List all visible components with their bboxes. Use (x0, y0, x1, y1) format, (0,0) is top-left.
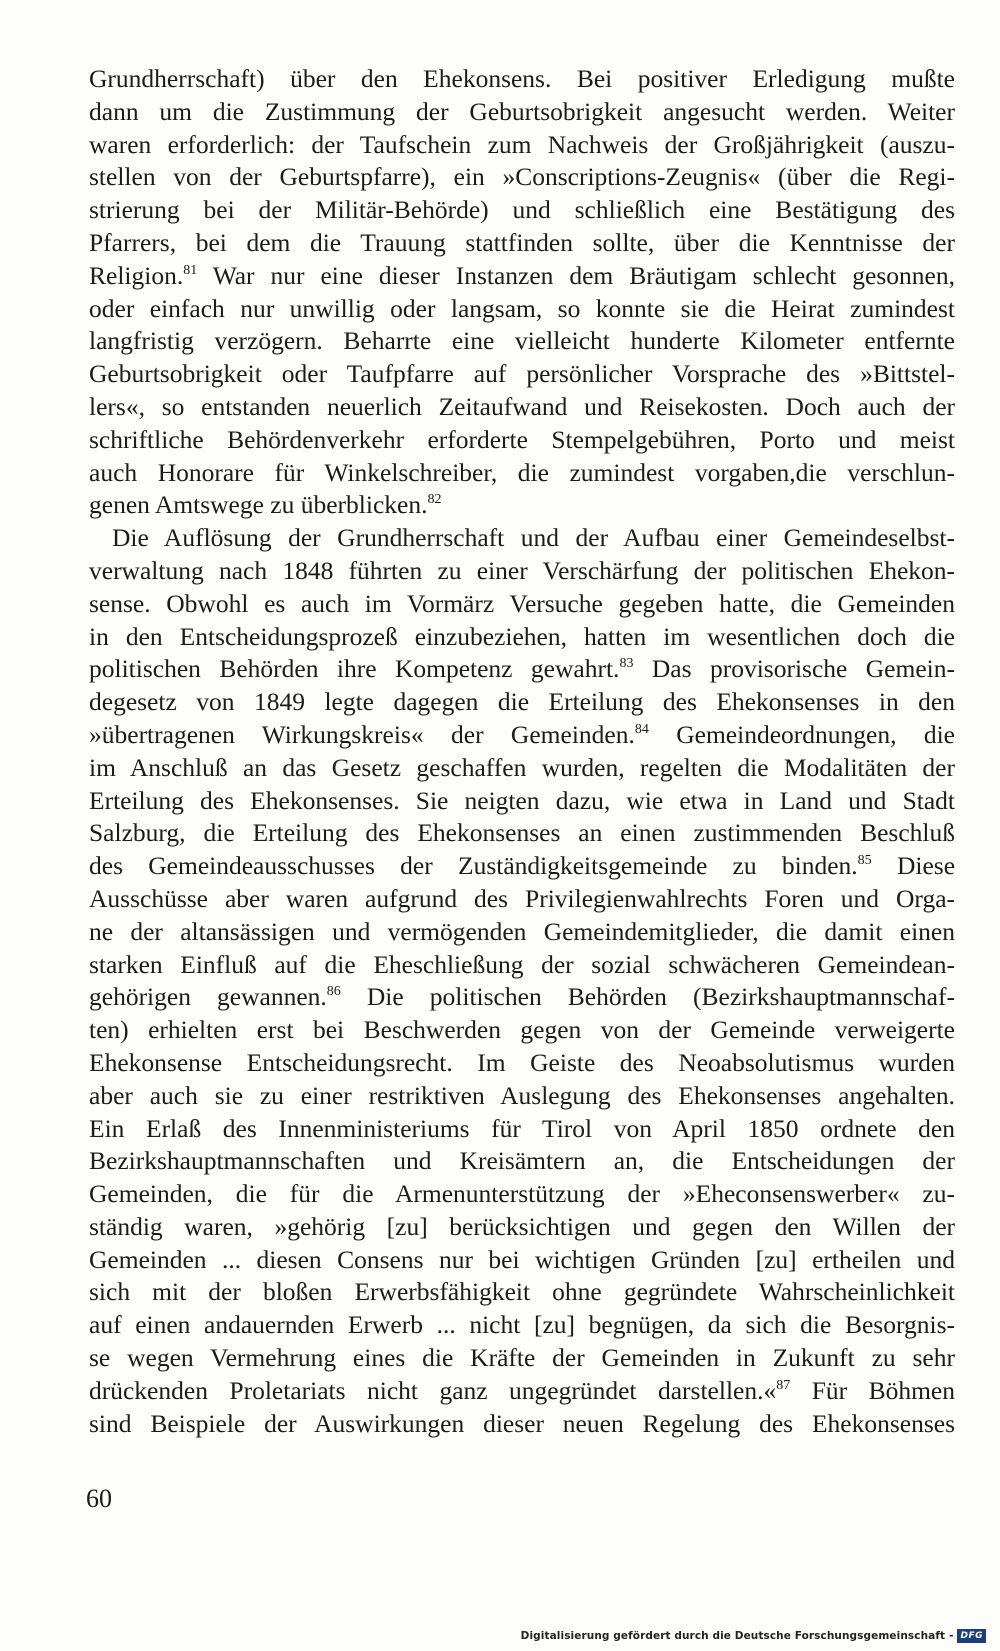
text-segment: degesetz von 1849 legte dagegen die Erteilung des Ehekonsenses in den (89, 687, 955, 717)
text-segment: verwaltung nach 1848 führten zu einer Verschärfung der politischen Ehekon- (89, 555, 955, 585)
text-line (89, 358, 955, 391)
text-segment: sense. Obwohl es auch im Vormärz Versuche gegeben hatte, die Gemeinden (89, 588, 955, 618)
text-line (89, 621, 955, 654)
text-line (89, 1244, 955, 1277)
text-segment: politischen Behörden ihre Kompetenz gewahrt. (89, 654, 620, 684)
text-line (89, 653, 955, 686)
footer-separator: - (949, 1630, 954, 1642)
text-segment: im Anschluß an das Gesetz geschaffen wurden, regelten die Modalitäten der (89, 752, 955, 782)
text-segment: ständig waren, »gehörig [zu] berücksichtigen und gegen den Willen der (89, 1211, 955, 1241)
text-segment: Gemeinden, die für die Armenunterstützung der »Eheconsenswerber« zu- (89, 1179, 955, 1209)
text-segment: gehörigen gewannen. (89, 982, 327, 1012)
text-line (89, 227, 955, 260)
text-line (89, 1080, 955, 1113)
text-segment: Religion. (89, 260, 184, 290)
text-line (89, 981, 955, 1014)
text-line (89, 63, 955, 96)
text-segment: »übertragenen Wirkungskreis« der Gemeinden. (89, 719, 635, 749)
text-segment: auch Honorare für Winkelschreiber, die zumindest vorgaben,die verschlun- (89, 457, 955, 487)
text-line (89, 522, 955, 555)
text-line (89, 1178, 955, 1211)
text-line (89, 883, 955, 916)
text-line (89, 194, 955, 227)
text-segment: Gemeinden ... diesen Consens nur bei wichtigen Gründen [zu] ertheilen und (89, 1244, 955, 1274)
text-segment: War nur eine dieser Instanzen dem Bräutigam schlecht gesonnen, (197, 260, 955, 290)
text-segment: aber auch sie zu einer restriktiven Auslegung des Ehekonsenses angehalten. (89, 1080, 955, 1110)
text-segment: Pfarrers, bei dem die Trauung stattfinden sollte, über die Kenntnisse der (89, 227, 955, 257)
text-line (89, 1113, 955, 1146)
text-segment: dann um die Zustimmung der Geburtsobrigkeit angesucht werden. Weiter (89, 96, 955, 126)
text-segment: starken Einfluß auf die Eheschließung der sozial schwächeren Gemeindean- (89, 949, 955, 979)
footnote-marker: 86 (326, 984, 341, 1000)
text-segment: sich mit der bloßen Erwerbsfähigkeit ohne gegründete Wahrscheinlichkeit (89, 1277, 955, 1307)
text-segment: Erteilung des Ehekonsenses. Sie neigten dazu, wie etwa in Land und Stadt (89, 785, 955, 815)
footnote-marker: 87 (776, 1377, 791, 1393)
text-segment: Für Böhmen (790, 1375, 955, 1405)
text-segment: Ausschüsse aber waren aufgrund des Privilegienwahlrechts Foren und Orga- (89, 883, 955, 913)
text-line (89, 785, 955, 818)
text-segment: drückenden Proletariats nicht ganz ungegründet darstellen.« (89, 1375, 777, 1405)
text-segment: Die politischen Behörden (Bezirkshauptmannschaf- (340, 982, 955, 1012)
text-line (89, 129, 955, 162)
text-segment: Geburtsobrigkeit oder Taufpfarre auf persönlicher Vorsprache des »Bittstel- (89, 359, 955, 389)
text-segment: Salzburg, die Erteilung des Ehekonsenses an einen zustimmenden Beschluß (89, 818, 955, 848)
text-line (89, 850, 955, 883)
text-line (89, 1342, 955, 1375)
page-number: 60 (86, 1484, 112, 1513)
footnote-marker: 81 (183, 262, 198, 278)
digitization-footer (521, 1627, 986, 1645)
text-line (89, 1014, 955, 1047)
footnote-marker: 82 (427, 492, 442, 508)
text-segment: Grundherrschaft) über den Ehekonsens. Bei positiver Erledigung mußte (89, 64, 955, 93)
body-text (89, 63, 955, 1440)
text-line (89, 489, 955, 522)
text-segment: Diese (871, 851, 956, 881)
text-line (89, 588, 955, 621)
text-line (89, 96, 955, 129)
text-segment: lers«, so entstanden neuerlich Zeitaufwand und Reisekosten. Doch auch der (89, 391, 955, 421)
footnote-marker: 84 (634, 721, 649, 737)
text-line (89, 293, 955, 326)
footnote-marker: 83 (619, 656, 634, 672)
text-segment: Gemeindeordnungen, die (648, 719, 955, 749)
text-segment: Ein Erlaß des Innenministeriums für Tirol von April 1850 ordnete den (89, 1113, 955, 1143)
text-line (89, 949, 955, 982)
text-line (89, 1276, 955, 1309)
text-segment: Bezirkshauptmannschaften und Kreisämtern an, die Entscheidungen der (89, 1146, 955, 1176)
text-line (89, 325, 955, 358)
text-segment: ten) erhielten erst bei Beschwerden gegen von der Gemeinde verweigerte (89, 1015, 955, 1045)
text-segment: genen Amtswege zu überblicken. (89, 490, 428, 520)
text-segment: Das provisorische Gemein- (633, 654, 955, 684)
text-line (89, 1309, 955, 1342)
text-line (89, 719, 955, 752)
text-line (89, 686, 955, 719)
text-line (89, 1047, 955, 1080)
text-segment: waren erforderlich: der Taufschein zum Nachweis der Großjährigkeit (auszu- (89, 129, 955, 159)
text-segment: in den Entscheidungsprozeß einzubeziehen, hatten im wesentlichen doch die (89, 621, 955, 651)
text-segment: sind Beispiele der Auswirkungen dieser neuen Regelung des Ehekonsenses (89, 1408, 955, 1438)
text-line (89, 424, 955, 457)
text-line (89, 916, 955, 949)
text-segment: ne der altansässigen und vermögenden Gemeindemitglieder, die damit einen (89, 916, 955, 946)
text-segment: oder einfach nur unwillig oder langsam, so konnte sie die Heirat zumindest (89, 293, 955, 323)
text-line (89, 1375, 955, 1408)
text-line (89, 457, 955, 490)
text-line (89, 1408, 955, 1441)
text-line (89, 752, 955, 785)
text-segment: auf einen andauernden Erwerb ... nicht [zu] begnügen, da sich die Besorgnis- (89, 1310, 955, 1340)
text-segment: se wegen Vermehrung eines die Kräfte der Gemeinden in Zukunft zu sehr (89, 1343, 955, 1373)
text-segment: stellen von der Geburtspfarre), ein »Conscriptions-Zeugnis« (über die Regi- (89, 162, 955, 192)
footer-credit-text: Digitalisierung gefördert durch die Deutsche Forschungsgemeinschaft (520, 1630, 946, 1642)
text-line (89, 161, 955, 194)
text-segment: Ehekonsense Entscheidungsrecht. Im Geiste des Neoabsolutismus wurden (89, 1047, 955, 1077)
text-segment: Die Auflösung der Grundherrschaft und der Aufbau einer Gemeindeselbst- (112, 523, 955, 553)
text-segment: langfristig verzögern. Beharrte eine vielleicht hunderte Kilometer entfernte (89, 326, 955, 356)
text-line (89, 260, 955, 293)
text-segment: strierung bei der Militär-Behörde) und schließlich eine Bestätigung des (89, 195, 955, 225)
text-line (89, 1211, 955, 1244)
dfg-logo-icon: DFG (957, 1629, 986, 1643)
text-segment: des Gemeindeausschusses der Zuständigkeitsgemeinde zu binden. (89, 851, 858, 881)
footnote-marker: 85 (857, 853, 872, 869)
text-line (89, 555, 955, 588)
text-line (89, 391, 955, 424)
text-line (89, 817, 955, 850)
text-segment: schriftliche Behördenverkehr erforderte Stempelgebühren, Porto und meist (89, 424, 955, 454)
text-line (89, 1145, 955, 1178)
